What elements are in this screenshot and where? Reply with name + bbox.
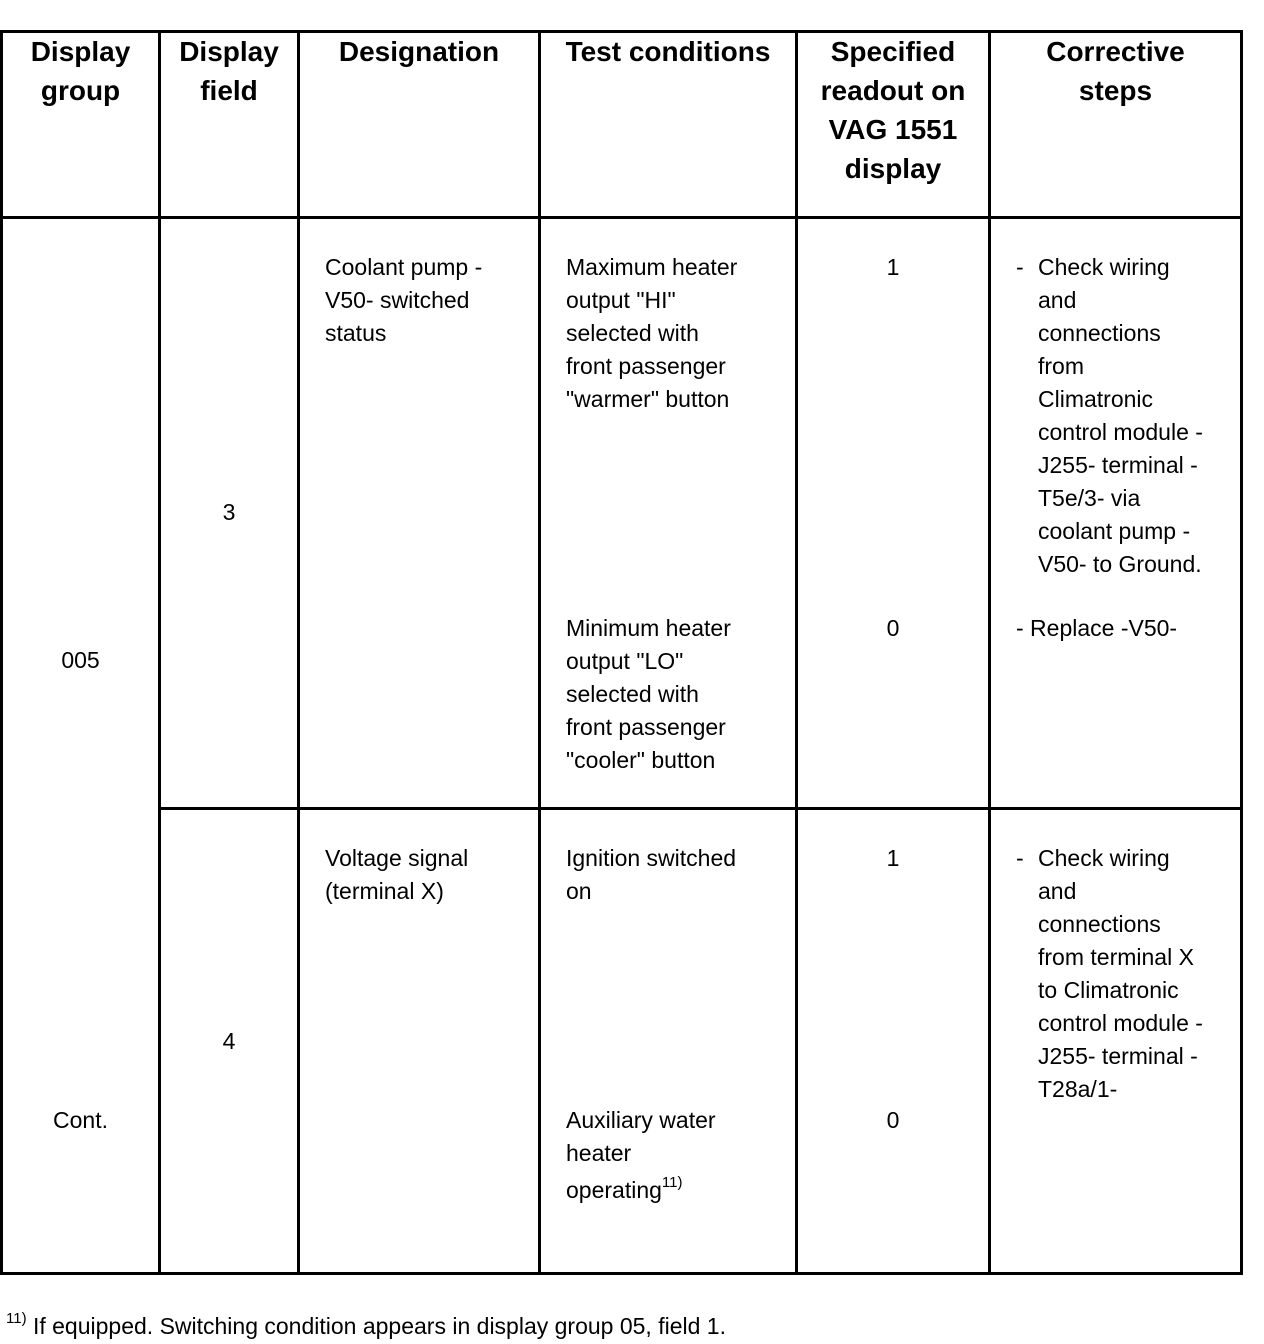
specified-readout-value: 0 bbox=[886, 1107, 900, 1133]
footnote-text: If equipped. Switching condition appears in display group 05, field 1. bbox=[32, 1313, 726, 1339]
test-condition-text: Minimum heater output "LO" selected with front passenger "cooler" button bbox=[566, 615, 731, 773]
display-field-value: 3 bbox=[222, 499, 236, 525]
header-display-group: Display group bbox=[30, 36, 131, 106]
column-divider bbox=[158, 30, 161, 1275]
column-divider bbox=[297, 30, 300, 1275]
header-display-field: Display field bbox=[179, 36, 279, 106]
footnote-marker: 11) bbox=[661, 1174, 683, 1192]
column-divider bbox=[795, 30, 798, 1275]
footnote bbox=[6, 1310, 726, 1343]
designation-text: Coolant pump - V50- switched status bbox=[325, 254, 483, 346]
test-condition-text: Ignition switched on bbox=[566, 845, 737, 904]
table-right-border bbox=[1240, 30, 1243, 1275]
header-specified-readout: Specified readout on VAG 1551 display bbox=[820, 36, 966, 184]
specified-readout-value: 1 bbox=[886, 845, 900, 871]
column-divider bbox=[538, 30, 541, 1275]
header-corrective-steps: Corrective steps bbox=[1046, 36, 1185, 106]
specified-readout-value: 1 bbox=[886, 254, 900, 280]
test-condition-text: Maximum heater output "HI" selected with front passenger "warmer" button bbox=[566, 254, 738, 412]
display-group-cont: Cont. bbox=[53, 1107, 108, 1133]
display-group-value: 005 bbox=[61, 647, 100, 673]
display-field-value: 4 bbox=[222, 1028, 236, 1054]
footnote-marker: 11) bbox=[6, 1310, 27, 1328]
designation-text: Voltage signal (terminal X) bbox=[325, 845, 469, 904]
header-test-conditions: Test conditions bbox=[565, 36, 771, 67]
column-divider bbox=[988, 30, 991, 1275]
test-condition-text: Auxiliary water heater operating$^{11)}$ bbox=[566, 1107, 716, 1203]
header-designation: Designation bbox=[338, 36, 500, 67]
specified-readout-value: 0 bbox=[886, 615, 900, 641]
header-bottom-border bbox=[0, 216, 1243, 219]
corrective-step: - Replace -V50- bbox=[1016, 615, 1178, 641]
table-bottom-border bbox=[0, 1272, 1243, 1275]
row-divider bbox=[159, 807, 1243, 810]
